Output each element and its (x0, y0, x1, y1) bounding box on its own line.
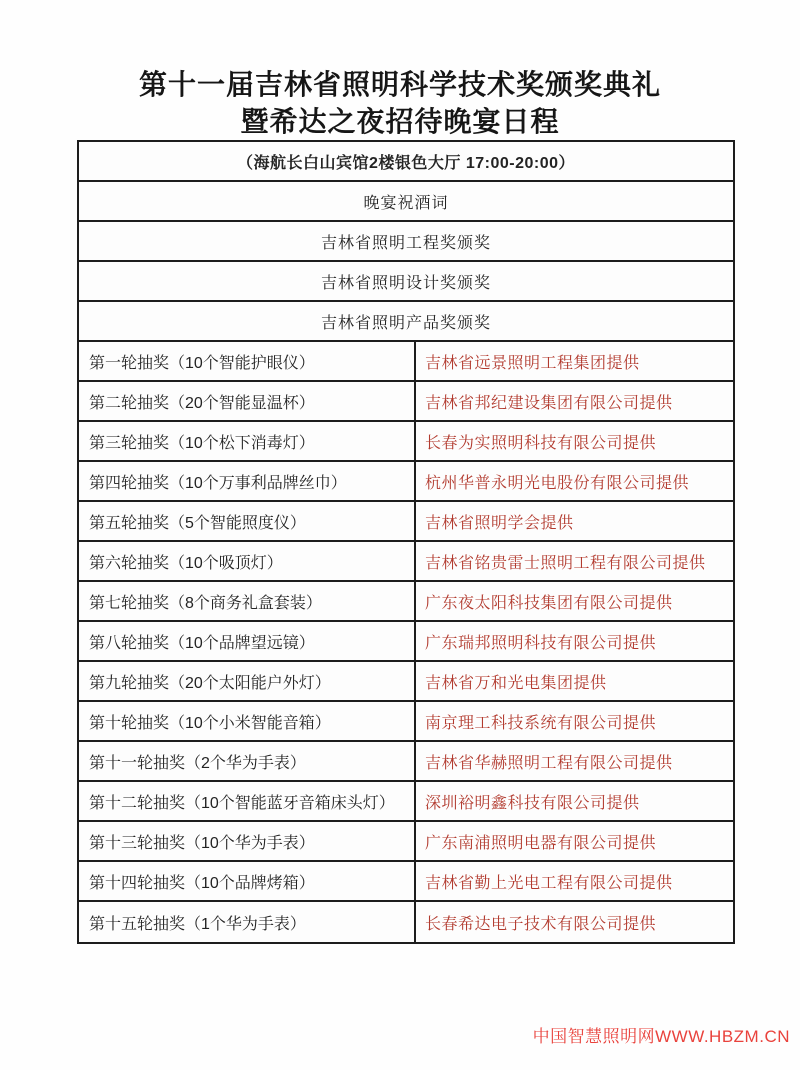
draw-round: 第六轮抽奖（10个吸顶灯） (79, 542, 416, 580)
draw-sponsor: 吉林省邦纪建设集团有限公司提供 (425, 394, 673, 412)
draw-round: 第四轮抽奖（10个万事利品牌丝巾） (79, 462, 416, 500)
draw-sponsor: 深圳裕明鑫科技有限公司提供 (425, 794, 640, 812)
draw-sponsor: 吉林省远景照明工程集团提供 (425, 354, 640, 372)
draw-row (79, 702, 733, 742)
venue-row (79, 142, 733, 182)
section-row (79, 302, 733, 342)
section-row (79, 262, 733, 302)
draw-sponsor: 南京理工科技系统有限公司提供 (425, 714, 657, 732)
draw-row (79, 622, 733, 662)
site-watermark: 中国智慧照明网WWW.HBZM.CN (532, 1027, 790, 1046)
draw-row (79, 862, 733, 902)
draw-row (79, 782, 733, 822)
draw-row (79, 382, 733, 422)
draw-row (79, 342, 733, 382)
draw-row (79, 822, 733, 862)
page-title (0, 66, 800, 140)
draw-round: 第十三轮抽奖（10个华为手表） (79, 822, 416, 860)
draw-sponsor: 吉林省铭贵雷士照明工程有限公司提供 (425, 554, 706, 572)
draw-round: 第十一轮抽奖（2个华为手表） (79, 742, 416, 780)
draw-sponsor: 广东南浦照明电器有限公司提供 (425, 834, 657, 852)
draw-round: 第一轮抽奖（10个智能护眼仪） (79, 342, 416, 380)
draw-round: 第七轮抽奖（8个商务礼盒套装） (79, 582, 416, 620)
draw-row (79, 462, 733, 502)
venue-text: （海航长白山宾馆2楼银色大厅 17:00-20:00） (236, 154, 576, 172)
draw-round: 第十四轮抽奖（10个品牌烤箱） (79, 862, 416, 900)
section-label: 吉林省照明设计奖颁奖 (320, 274, 491, 292)
draw-sponsor: 广东夜太阳科技集团有限公司提供 (425, 594, 673, 612)
draw-sponsor: 吉林省勤上光电工程有限公司提供 (425, 874, 673, 892)
draw-sponsor: 吉林省华赫照明工程有限公司提供 (425, 754, 673, 772)
draw-sponsor: 杭州华普永明光电股份有限公司提供 (425, 474, 690, 492)
draw-round: 第五轮抽奖（5个智能照度仪） (79, 502, 416, 540)
schedule-table (77, 140, 735, 944)
draw-row (79, 502, 733, 542)
draw-row (79, 422, 733, 462)
draw-round: 第二轮抽奖（20个智能显温杯） (79, 382, 416, 420)
draw-row (79, 542, 733, 582)
title-line-1: 第十一届吉林省照明科学技术奖颁奖典礼 (138, 69, 661, 100)
draw-row (79, 662, 733, 702)
draw-round: 第十轮抽奖（10个小米智能音箱） (79, 702, 416, 740)
draw-row (79, 902, 733, 942)
section-label: 吉林省照明工程奖颁奖 (320, 234, 491, 252)
draw-sponsor: 吉林省万和光电集团提供 (425, 674, 607, 692)
draw-row (79, 582, 733, 622)
draw-round: 第十五轮抽奖（1个华为手表） (79, 902, 416, 942)
draw-sponsor: 吉林省照明学会提供 (425, 514, 574, 532)
draw-round: 第九轮抽奖（20个太阳能户外灯） (79, 662, 416, 700)
draw-sponsor: 长春希达电子技术有限公司提供 (425, 915, 657, 933)
draw-sponsor: 广东瑞邦照明科技有限公司提供 (425, 634, 657, 652)
draw-round: 第三轮抽奖（10个松下消毒灯） (79, 422, 416, 460)
section-row (79, 182, 733, 222)
section-label: 晚宴祝酒词 (363, 194, 449, 212)
section-row (79, 222, 733, 262)
draw-round: 第八轮抽奖（10个品牌望远镜） (79, 622, 416, 660)
section-label: 吉林省照明产品奖颁奖 (320, 314, 491, 332)
draw-row (79, 742, 733, 782)
title-line-2: 暨希达之夜招待晚宴日程 (240, 106, 560, 137)
draw-sponsor: 长春为实照明科技有限公司提供 (425, 434, 657, 452)
draw-round: 第十二轮抽奖（10个智能蓝牙音箱床头灯） (79, 782, 416, 820)
